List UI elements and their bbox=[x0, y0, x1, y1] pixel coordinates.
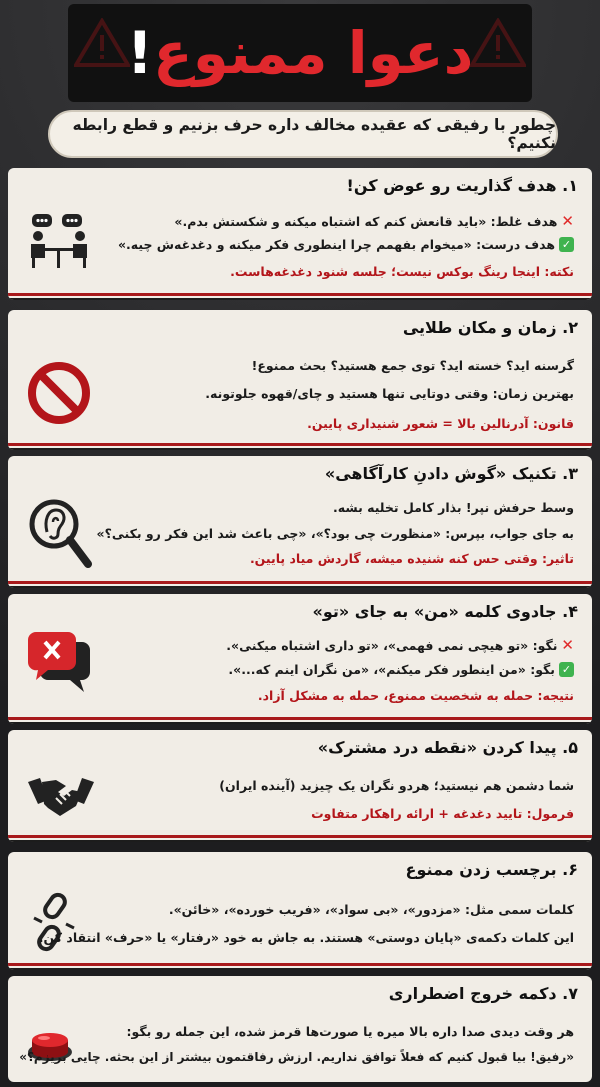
page-title bbox=[127, 19, 474, 87]
handshake-icon bbox=[26, 774, 96, 818]
subtitle: چطور با رفیقی که عقیده مخالف داره حرف بزنیم و قطع رابطه نکنیم؟ bbox=[72, 116, 556, 152]
title-exclamation: ! bbox=[126, 19, 154, 87]
subtitle-bar bbox=[48, 110, 558, 158]
section-title: ۲. زمان و مکان طلایی bbox=[402, 317, 578, 337]
line-text: به جای جواب، بپرس: «منظورت چی بود؟»، «چی باعث شد این فکر رو بکنی؟» bbox=[96, 526, 574, 541]
line-text: هدف درست: «میخوام بفهمم چرا اینطوری فکر میکنه و دغدغه‌ش چیه.» bbox=[117, 237, 555, 252]
section-line bbox=[19, 1050, 574, 1064]
line-text: فرمول: تایید دغدغه + ارائه راهکار متفاوت bbox=[311, 806, 574, 821]
check-mark-icon: ✓ bbox=[559, 237, 574, 252]
section-card-5 bbox=[8, 730, 592, 842]
section-line bbox=[118, 237, 574, 252]
x-mark-icon: ✕ bbox=[561, 636, 574, 654]
ear-magnifier-icon bbox=[26, 496, 92, 570]
section-line bbox=[97, 526, 575, 541]
line-text: نکته: اینجا رینگ بوکس نیست؛ جلسه شنود دغدغه‌هاست. bbox=[230, 264, 574, 279]
section-line bbox=[39, 930, 574, 945]
warning-icon bbox=[470, 18, 526, 68]
line-text: هر وقت دیدی صدا داره بالا میره یا صورت‌ها قرمز شده، این جمله رو بگو: bbox=[126, 1024, 574, 1039]
section-line bbox=[333, 500, 574, 515]
line-text: بگو: «من اینطور فکر میکنم»، «من نگران اینم که...». bbox=[228, 662, 555, 677]
section-header bbox=[8, 310, 592, 344]
section-header bbox=[8, 456, 592, 490]
section-header bbox=[8, 976, 592, 1010]
section-card-1 bbox=[8, 168, 592, 300]
section-card-7 bbox=[8, 976, 592, 1082]
section-card-6 bbox=[8, 852, 592, 970]
header-banner bbox=[68, 4, 532, 102]
section-header bbox=[8, 852, 592, 886]
section-line bbox=[127, 1024, 575, 1039]
line-text: شما دشمن هم نیستید؛ هردو نگران یک چیزید (آینده ایران) bbox=[219, 778, 574, 793]
line-text: تاثیر: وقتی حس کنه شنیده میشه، گاردش میاد پایین. bbox=[249, 551, 574, 566]
section-line bbox=[219, 778, 574, 793]
line-text: بهترین زمان: وقتی دوتایی تنها هستید و چای/قهوه جلوتونه. bbox=[205, 386, 574, 401]
section-note bbox=[250, 551, 574, 566]
section-header bbox=[8, 168, 592, 202]
x-mark-icon: ✕ bbox=[561, 212, 574, 230]
divider bbox=[8, 578, 592, 588]
line-text: گرسنه اید؟ خسته اید؟ توی جمع هستید؟ بحث ممنوع! bbox=[251, 358, 574, 373]
section-header bbox=[8, 594, 592, 628]
section-title: ۴. جادوی کلمه «من» به جای «تو» bbox=[312, 601, 578, 621]
section-note bbox=[311, 806, 574, 821]
section-title: ۱. هدف گذاریت رو عوض کن! bbox=[346, 175, 578, 195]
line-text: قانون: آدرنالین بالا = شعور شنیداری پایین. bbox=[307, 416, 574, 431]
line-text: نگو: «تو هیچی نمی فهمی»، «تو داری اشتباه میکنی». bbox=[226, 637, 558, 653]
section-line bbox=[228, 662, 574, 677]
section-line bbox=[252, 358, 574, 373]
section-card-4 bbox=[8, 594, 592, 724]
line-text: نتیجه: حمله به شخصیت ممنوع، حمله به مشکل آزاد. bbox=[257, 688, 574, 703]
section-note bbox=[258, 688, 574, 703]
check-mark-icon: ✓ bbox=[559, 662, 574, 677]
section-header bbox=[8, 730, 592, 764]
speech-bubbles-icon bbox=[26, 630, 92, 700]
section-note bbox=[307, 416, 574, 431]
divider bbox=[8, 832, 592, 842]
warning-icon bbox=[74, 18, 130, 68]
divider bbox=[8, 290, 592, 300]
divider bbox=[8, 714, 592, 724]
section-title: ۳. تکنیک «گوش دادنِ کارآگاهی» bbox=[324, 463, 578, 483]
prohibited-icon bbox=[26, 360, 92, 426]
section-line bbox=[174, 212, 574, 230]
section-title: ۶. برچسب زدن ممنوع bbox=[405, 859, 578, 879]
section-line bbox=[226, 636, 574, 654]
line-text: وسط حرفش نپر! بذار کامل تخلیه بشه. bbox=[333, 500, 574, 515]
divider bbox=[8, 960, 592, 970]
section-line bbox=[205, 386, 574, 401]
page-title-text: دعوا ممنوع bbox=[153, 19, 474, 87]
section-title: ۷. دکمه خروج اضطراری bbox=[388, 983, 578, 1003]
section-card-2 bbox=[8, 310, 592, 450]
section-card-3 bbox=[8, 456, 592, 588]
section-title: ۵. پیدا کردن «نقطه درد مشترک» bbox=[317, 737, 578, 757]
line-text: «رفیق! بیا قبول کنیم که فعلاً توافق نداریم. ارزش رفاقتمون بیشتر از این بحثه. چایی بریزم؟» bbox=[19, 1050, 574, 1064]
section-note bbox=[230, 264, 574, 279]
divider bbox=[8, 440, 592, 450]
line-text: هدف غلط: «باید قانعش کنم که اشتباه میکنه و شکستش بدم.» bbox=[174, 213, 558, 229]
people-talking-icon bbox=[26, 212, 92, 270]
line-text: این کلمات دکمه‌ی «پایان دوستی» هستند. به جاش به خود «رفتار» یا «حرف» انتقاد کن. bbox=[38, 930, 574, 945]
line-text: کلمات سمی مثل: «مزدور»، «بی سواد»، «فریب خورده»، «خائن». bbox=[168, 902, 574, 917]
section-line bbox=[169, 902, 574, 917]
